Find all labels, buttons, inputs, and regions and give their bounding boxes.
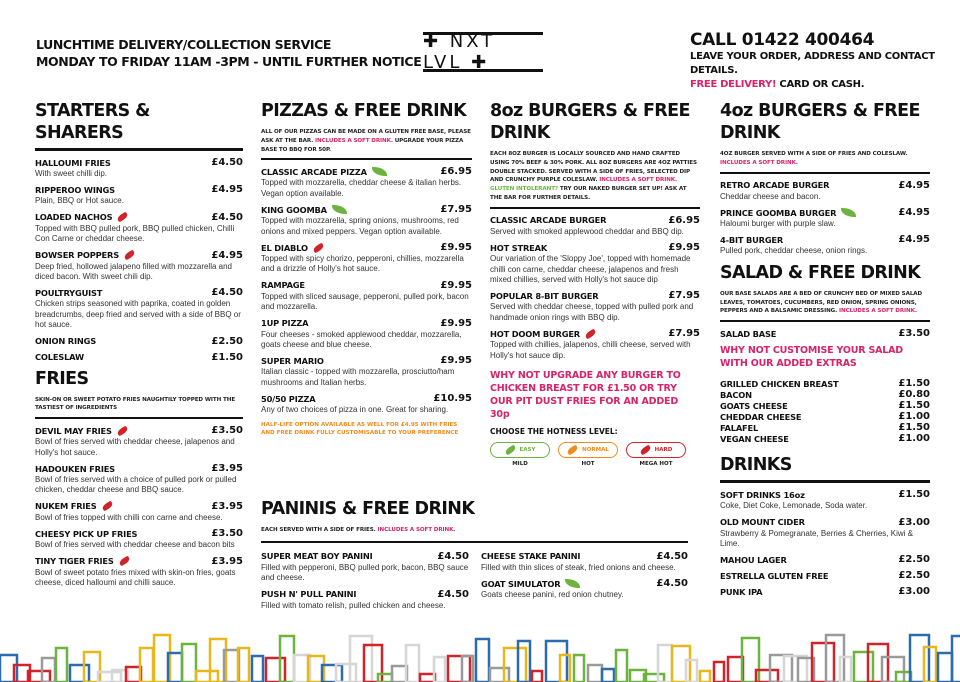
item-name-text: COLESLAW [35,352,84,363]
item-description: Topped with chillies, jalapenos, chilli cheese, served with Holly's hot sauce dip. [490,340,691,360]
menu-item-prince-goomba-burger [720,207,930,229]
burgers8-list [490,215,700,361]
item-name [720,587,762,597]
service-hours [36,36,421,70]
menu-item-popular-8-bit-burger [490,290,700,323]
menu-item-cheesy-pick-up-fries [35,528,243,550]
item-price: £2.50 [898,554,930,566]
item-name-text: CLASSIC ARCADE BURGER [490,215,607,226]
extra-name: GOATS CHEESE [720,400,788,411]
half-life-note: HALF-LIFE OPTION AVAILABLE AS WELL FOR £4.95 WITH FRIES AND FREE DRINK FULLY CUSTOMISABLE TO YOUR PREFERENCE [261,421,459,437]
item-description: Filled with tomato relish, pulled chicken and cheese. [261,600,446,610]
item-name-text: HALLOUMI FRIES [35,157,111,168]
extra-bacon [720,389,930,400]
paninis-divider [261,541,688,543]
hotness-pill [490,442,550,458]
extra-price: £1.00 [898,411,930,423]
item-description: Chicken strips seasoned with paprika, coated in golden breadcrumbs, deep fried and served with a side of BBQ or hot sauce. [35,299,241,330]
item-name [35,556,130,566]
item-description: Haloumi burger with purple slaw. [720,219,836,228]
item-price: £4.50 [211,157,243,168]
item-description: Served with smoked applewood cheddar and BBQ dip. [490,226,684,236]
burgers4-list [720,180,930,257]
hotness-caption: MEGA HOT [639,461,673,468]
item-price: £7.95 [440,204,472,216]
burgers4-intro-drink: INCLUDES A SOFT DRINK. [720,159,798,166]
item-price: £9.95 [440,355,472,367]
item-price: £4.95 [211,184,243,196]
extra-name: VEGAN CHEESE [720,433,789,444]
menu-item-rampage [261,280,472,313]
starters-column [35,100,243,594]
item-name-text: SUPER MARIO [261,355,324,366]
fries-intro: SKIN-ON OR SWEET POTATO FRIES NAUGHTILY TOPPED WITH THE TASTIEST OF INGREDIENTS [35,396,236,412]
burgers8-intro-text: EACH 8OZ BURGER IS LOCALLY SOURCED AND HAND CRAFTED USING 70% BEEF & 30% PORK. ALL 8OZ BURGERS ARE 4OZ PATTIES DOUBLE STACKED. SERVED WITH A SIDE OF FRIES, SELECTED DIP AND CRUNCHY PURPLE COLESLAW. [490,151,697,184]
leaf-icon [372,167,387,176]
salad-intro-text: OUR BASE SALADS ARE A BED OF CRUNCHY BED OF MIXED SALAD LEAVES, TOMATOES, CUCUMBERS, RED ONION, SPRING ONIONS, PEPPERS AND A BALSAMIC DRESSING. [720,290,923,315]
item-description: Four cheeses - smoked applewood cheddar, mozzarella, goats cheese and blue cheese. [261,329,462,350]
item-name-text: EL DIABLO [261,242,308,253]
hotness-pill-text: EASY [519,447,536,454]
item-name [720,208,856,218]
pizzas-intro-text: ALL OF OUR PIZZAS CAN BE MADE ON A GLUTEN FREE BASE, PLEASE ASK AT THE BAR. [261,129,471,144]
item-name-text: SUPER MEAT BOY PANINI [261,551,373,562]
item-description: Goats cheese panini, red onion chutney. [481,590,624,600]
item-name-text: BOWSER POPPERS [35,250,119,261]
chili-icon [312,242,325,253]
item-description: Strawberry & Pomegranate, Berries & Cherries, Kiwi & Lime. [720,528,913,549]
item-price: £2.50 [898,570,930,582]
extra-price: £1.00 [898,433,930,445]
item-name-text: CHEESY PICK UP FRIES [35,528,138,539]
item-price: £4.95 [898,234,930,246]
item-description: Coke, Diet Coke, Lemonade, Soda water. [720,501,868,511]
hotness-caption: MILD [512,461,528,468]
menu-item-halloumi-fries [35,157,243,179]
item-name-text: PUSH N' PULL PANINI [261,589,357,600]
item-name-text: CHEESE STAKE PANINI [481,551,581,562]
item-price: £4.50 [656,550,688,562]
item-name [35,212,128,222]
item-name-text: HADOUKEN FRIES [35,463,115,474]
item-description: Topped with spicy chorizo, pepperoni, chillies, mozzarella and a drizzle of Holly's hot sauce. [261,254,464,274]
burgers4-intro-text: 4OZ BURGER SERVED WITH A SIDE OF FRIES AND COLESLAW. [720,151,908,157]
item-name-text: PUNK IPA [720,586,763,597]
item-description: Served with cheddar cheese, topped with pulled pork and handmade onion rings with BBQ dip. [490,302,694,322]
item-name [720,555,787,565]
item-price: £3.50 [211,425,243,437]
item-description: Our variation of the 'Sloppy Joe', topped with homemade chilli con carne, cheddar cheese, jalapenos and fresh mixed chillies, served with Holly's hot sauce dip [490,254,691,284]
extra-vegan-cheese [720,433,930,444]
item-description: Filled with thin slices of steak, fried onions and cheese. [481,562,676,572]
menu-item-el-diablo [261,242,472,275]
drinks-list [720,489,930,597]
item-name-text: 1UP PIZZA [261,318,309,329]
item-name [720,490,805,500]
hotness-pill [558,442,618,458]
item-name [35,501,113,511]
menu-item-goat-simulator [481,578,688,600]
item-name-text: PRINCE GOOMBA BURGER [720,207,837,218]
customise-note: WHY NOT CUSTOMISE YOUR SALAD WITH OUR ADDED EXTRAS [720,345,903,370]
item-name-text: 4-BIT BURGER [720,234,784,245]
leaf-icon [565,579,580,588]
contact-line: LEAVE YOUR ORDER, ADDRESS AND CONTACT DETAILS. [690,51,935,76]
item-name [720,180,829,190]
pixel-skyline-decoration [0,622,960,682]
item-name-text: LOADED NACHOS [35,212,113,223]
item-name [261,243,324,253]
hotness-label: CHOOSE THE HOTNESS LEVEL: [490,427,618,437]
item-description: Cheddar cheese and bacon. [720,191,821,201]
salad-intro [720,290,930,316]
menu-item-super-mario [261,355,472,388]
chili-icon [639,445,652,456]
burgers8-intro-naked: TRY OUR NAKED BURGER SET UP! ASK AT THE BAR FOR FURTHER DETAILS. [490,186,687,201]
salad-base-item [720,328,930,339]
item-price: £4.95 [211,249,243,261]
chili-icon [117,212,130,223]
item-name-text: SOFT DRINKS 16oz [720,489,805,500]
paninis-section [261,498,688,616]
paninis-intro-drink: INCLUDES A SOFT DRINK. [377,527,456,533]
chili-icon [118,556,131,567]
hotness-hot [558,442,618,467]
hotness-pill [626,442,686,458]
chili-icon [101,501,114,512]
drinks-heading: DRINKS [720,454,930,483]
item-name [490,243,547,253]
hotness-pill-text: NORMAL [582,447,609,454]
menu-item-classic-arcade-pizza [261,166,472,199]
chili-icon [566,445,579,456]
extra-name: BACON [720,389,752,400]
item-price: £4.95 [898,207,930,218]
item-name [261,280,305,290]
paninis-intro [261,526,688,535]
item-name-text: OLD MOUNT CIDER [720,517,805,528]
menu-item-poultryguist [35,287,243,330]
menu-item-hot-doom-burger [490,328,700,361]
starters-heading: STARTERS & SHARERS [35,100,243,151]
pizzas-heading: PIZZAS & FREE DRINK [261,101,467,121]
item-name-text: ESTRELLA GLUTEN FREE [720,570,829,581]
menu-item-old-mount-cider [720,517,930,550]
item-description: Topped with sliced sausage, pepperoni, pulled pork, bacon and mozzarella. [261,291,469,312]
item-price: £4.50 [437,550,469,562]
burgers8-intro [490,150,700,203]
item-price: £4.50 [656,578,688,590]
item-name [35,352,84,362]
pizzas-intro-drink: INCLUDES A SOFT DRINK. [315,137,393,144]
menu-item-king-goomba [261,204,472,237]
salad-base-price: £3.50 [898,328,930,340]
salad-heading: SALAD & FREE DRINK [720,262,921,283]
chili-icon [116,425,129,436]
salad-extras-list [720,378,930,444]
item-name-text: MAHOU LAGER [720,554,787,565]
item-name-text: HOT DOOM BURGER [490,328,580,339]
menu-item-nukem-fries [35,501,243,523]
menu-item-ripperoo-wings [35,184,243,206]
item-name-text: 50/50 PIZZA [261,393,316,404]
hotness-levels [490,442,700,467]
item-name-text: POPULAR 8-BIT BURGER [490,290,599,301]
starters-list [35,157,243,363]
burgers8-divider [490,207,700,209]
hotness-mild [490,442,550,467]
item-price: £10.95 [433,393,472,405]
item-name [490,215,606,225]
item-name [35,288,102,298]
item-description: Pulled pork, cheddar cheese, onion rings. [720,246,868,256]
item-name [720,517,805,527]
fries-heading: FRIES [35,368,89,389]
item-name [35,250,135,260]
item-description: Filled with pepperoni, BBQ pulled pork, bacon, BBQ sauce and cheese. [261,562,469,583]
item-price: £4.50 [437,588,469,600]
item-price: £7.95 [668,328,700,340]
burgers8-column [490,100,700,467]
item-price: £1.50 [211,351,243,363]
item-name [720,571,828,581]
item-name [261,589,356,599]
burgers8-heading: 8oz BURGERS & FREE DRINK [490,101,690,143]
menu-item-devil-may-fries [35,425,243,458]
item-price: £4.50 [211,287,243,299]
item-price: £3.00 [898,586,930,598]
leaf-icon [332,205,347,214]
item-name [490,329,596,339]
item-price: £2.50 [211,335,243,347]
item-name [481,551,580,561]
item-price: £3.50 [211,528,243,540]
item-name-text: POULTRYGUIST [35,287,103,298]
pizzas-list [261,166,472,415]
menu-item-punk-ipa [720,586,930,597]
chili-icon [584,328,597,339]
extra-name: GRILLED CHICKEN BREAST [720,378,839,389]
extra-price: £0.80 [898,389,930,401]
menu-item-loaded-nachos [35,212,243,245]
item-description: Bowl of fries served with cheddar cheese and bacon bits [35,540,235,550]
item-name-text: RAMPAGE [261,280,305,291]
extra-name: CHEDDAR CHEESE [720,411,802,422]
paninis-list-left [261,551,469,616]
item-name [35,426,128,436]
menu-item-coleslaw [35,352,243,363]
menu-item-50-50-pizza [261,393,472,415]
item-price: £3.00 [898,516,930,528]
item-name [490,291,598,301]
paninis-heading: PANINIS & FREE DRINK [261,499,475,519]
item-description: Any of two choices of pizza in one. Great for sharing. [261,405,449,415]
payment-text: CARD OR CASH. [776,79,865,90]
item-price: £9.95 [668,242,700,254]
item-name [35,158,111,168]
fries-list [35,425,243,588]
menu-item-1up-pizza [261,318,472,351]
item-description: Topped with mozzarella, cheddar cheese & italian herbs. Vegan option available. [261,178,462,198]
item-name-text: ONION RINGS [35,336,96,347]
item-name [261,356,324,366]
item-name [261,167,387,177]
pizzas-intro-upgrade: UPGRADE YOUR PIZZA BASE TO BBQ FOR 50P. [261,137,464,153]
item-price: £9.95 [440,242,472,254]
menu-item-retro-arcade-burger [720,180,930,202]
right-column [720,100,930,602]
extra-name: FALAFEL [720,422,759,433]
item-description: Deep fried, hollowed jalapeno filled with mozzarella and diced bacon. With sweet chili dip. [35,261,233,282]
item-price: £7.95 [668,290,700,302]
menu-item-mahou-lager [720,554,930,565]
item-description: Bowl of fries served with a choice of pulled pork or pulled chicken, cheddar cheese and BBQ sauce. [35,475,237,495]
item-name [261,551,373,561]
burgers4-intro [720,150,930,168]
item-name-text: TINY TIGER FRIES [35,556,114,567]
item-name-text: NUKEM FRIES [35,501,97,512]
item-name [481,579,580,589]
item-name-text: CLASSIC ARCADE PIZZA [261,166,367,177]
menu-item-soft-drinks-16oz [720,489,930,511]
extra-price: £1.50 [898,422,930,434]
item-name-text: RETRO ARCADE BURGER [720,180,830,191]
menu-item-tiny-tiger-fries [35,556,243,589]
item-price: £3.95 [211,555,243,567]
item-name [35,464,115,474]
paninis-intro-text: EACH SERVED WITH A SIDE OF FRIES. [261,527,378,533]
item-name-text: HOT STREAK [490,242,548,253]
item-price: £3.95 [211,500,243,512]
chili-icon [504,445,517,456]
contact-info [690,30,950,92]
menu-item-push-n-pull-panini [261,589,469,611]
pizzas-divider [261,158,472,160]
item-name [35,336,96,346]
hotness-caption: HOT [581,461,595,468]
menu-item-estrella-gluten-free [720,570,930,581]
item-name [261,394,315,404]
chili-icon [123,250,136,261]
menu-item-hot-streak [490,242,700,285]
item-description: With sweet chilli dip. [35,169,108,178]
nxt-lvl-logo: ✚ NXT LVL ✚ [423,32,543,72]
salad-divider [720,320,930,322]
burgers4-divider [720,172,930,174]
burgers4-heading: 4oz BURGERS & FREE DRINK [720,101,920,143]
item-price: £6.95 [440,166,472,178]
paninis-list-right [481,551,688,616]
item-description: Bowl of sweet potato fries mixed with skin-on fries, goats cheese, diced halloumi and chilli sauce. [35,567,236,588]
item-name-text: KING GOOMBA [261,204,327,215]
extra-price: £1.50 [898,400,930,412]
free-delivery-text: FREE DELIVERY! [690,79,777,90]
item-name [261,318,308,328]
item-name-text: DEVIL MAY FRIES [35,425,112,436]
item-price: £9.95 [440,317,472,329]
extra-grilled-chicken-breast [720,378,930,389]
salad-base-name: SALAD BASE [720,328,777,339]
menu-item-onion-rings [35,336,243,347]
item-price: £1.50 [898,489,930,501]
item-description: Bowl of fries topped with chilli con carne and cheese. [35,512,223,522]
item-price: £9.95 [440,279,472,291]
gluten-note: GLUTEN INTOLERANT? [490,186,559,193]
item-name [35,185,115,195]
item-name [261,205,347,215]
extra-goats-cheese [720,400,930,411]
item-price: £6.95 [668,214,700,226]
menu-item-bowser-poppers [35,250,243,283]
item-name [35,529,137,539]
phone-number: CALL 01422 400464 [690,30,875,50]
item-price: £4.50 [211,211,243,223]
menu-item-classic-arcade-burger [490,215,700,237]
extra-falafel [720,422,930,433]
extra-price: £1.50 [898,378,930,390]
hotness-mega-hot [626,442,686,467]
burgers8-intro-drink: INCLUDES A SOFT DRINK. [599,177,678,184]
menu-item-super-meat-boy-panini [261,551,469,584]
item-description: Topped with BBQ pulled pork, BBQ pulled chicken, Chilli Con Carne or cheddar cheese. [35,223,235,244]
leaf-icon [841,208,856,217]
item-name [720,235,783,245]
item-description: Bowl of fries served with cheddar cheese, jalapenos and Holly's hot sauce. [35,437,235,457]
service-line-1: LUNCHTIME DELIVERY/COLLECTION SERVICE [36,37,332,52]
extra-cheddar-cheese [720,411,930,422]
menu-item-cheese-stake-panini [481,551,688,573]
item-name-text: GOAT SIMULATOR [481,578,561,589]
fries-divider [35,417,243,419]
pizzas-intro [261,128,472,154]
menu-item-hadouken-fries [35,463,243,496]
menu-item-4-bit-burger [720,234,930,256]
payment-line [690,78,950,92]
pizzas-column [261,100,472,438]
item-price: £3.95 [211,463,243,475]
upgrade-note: WHY NOT UPGRADE ANY BURGER TO CHICKEN BREAST FOR £1.50 OR TRY OUR PIT DUST FRIES FOR AN ADDED 30p [490,370,681,421]
item-description: Plain, BBQ or Hot sauce. [35,196,124,206]
item-name-text: RIPPEROO WINGS [35,184,115,195]
service-line-2: MONDAY TO FRIDAY 11AM -3PM - UNTIL FURTHER NOTICE [36,54,422,69]
item-price: £4.95 [898,179,930,191]
salad-intro-drink: INCLUDES A SOFT DRINK. [839,308,917,315]
item-description: Topped with mozzarella, spring onions, mushrooms, red onions and mixed peppers. Vegan option available. [261,216,459,236]
item-description: Italian classic - topped with mozzarella, prosciutto/ham mushrooms and Italian herbs. [261,367,455,387]
hotness-pill-text: HARD [654,447,673,454]
